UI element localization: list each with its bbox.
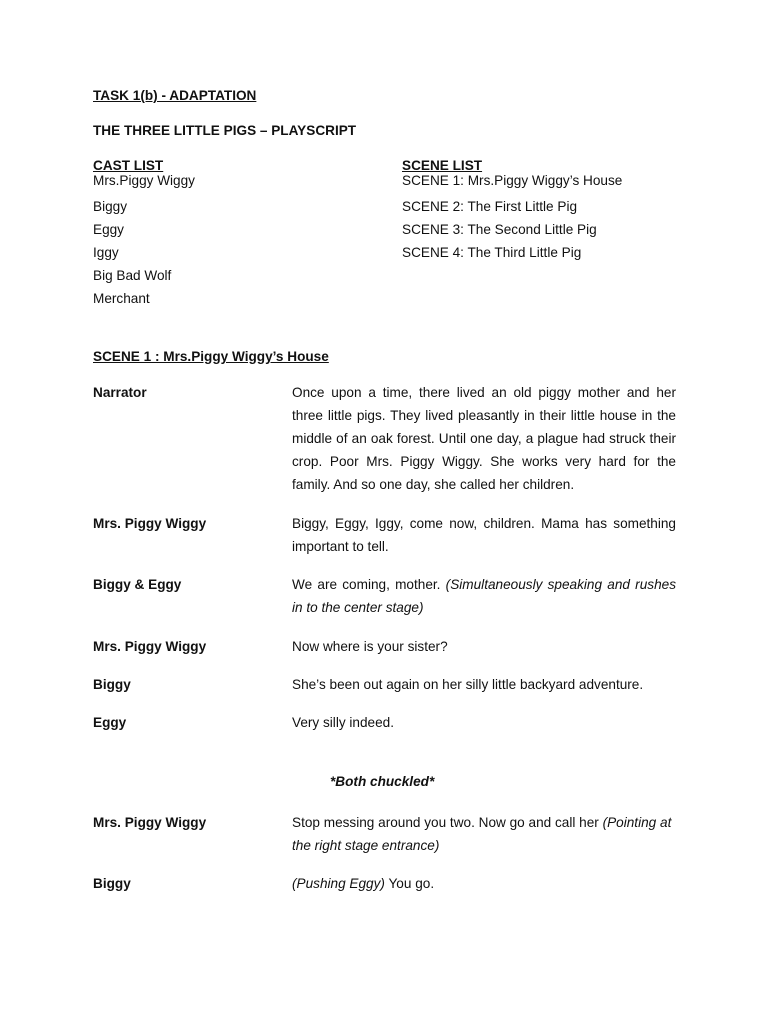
- speaker-name: Narrator: [93, 385, 147, 400]
- dialogue-line: [292, 573, 676, 619]
- scene-list-item: SCENE 3: The Second Little Pig: [402, 222, 597, 237]
- dialogue-text: Very silly indeed.: [292, 715, 395, 730]
- speaker-name: Biggy & Eggy: [93, 577, 182, 592]
- dialogue-line: [292, 872, 676, 895]
- scene-list-item: SCENE 4: The Third Little Pig: [402, 245, 582, 260]
- stage-direction-inline: (Pushing Eggy): [292, 876, 385, 891]
- dialogue-line: [292, 811, 676, 857]
- speaker-name: Biggy: [93, 876, 131, 891]
- cast-list-item: Iggy: [93, 245, 119, 260]
- cast-list: [93, 158, 195, 310]
- cast-list-item: Mrs.Piggy Wiggy: [93, 173, 195, 188]
- dialogue-line: [292, 635, 676, 658]
- dialogue-text: She’s been out again on her silly little backyard adventure.: [292, 677, 644, 692]
- scene-list-heading: SCENE LIST: [402, 158, 483, 173]
- speaker-name: Mrs. Piggy Wiggy: [93, 639, 207, 654]
- scene-list: [402, 158, 622, 264]
- speaker-name: Mrs. Piggy Wiggy: [93, 516, 207, 531]
- document-title: THE THREE LITTLE PIGS – PLAYSCRIPT: [93, 123, 357, 138]
- scene-list-item: SCENE 2: The First Little Pig: [402, 199, 578, 214]
- scene-list-item: SCENE 1: Mrs.Piggy Wiggy’s House: [402, 173, 623, 188]
- cast-list-item: Merchant: [93, 291, 150, 306]
- dialogue-line: [292, 673, 676, 696]
- dialogue-text: Biggy, Eggy, Iggy, come now, children. Mama has something important to tell.: [292, 516, 676, 554]
- cast-list-item: Biggy: [93, 199, 128, 214]
- dialogue-text: Now where is your sister?: [292, 639, 448, 654]
- scene-1-heading: SCENE 1 : Mrs.Piggy Wiggy’s House: [93, 349, 329, 364]
- dialogue-line: [292, 512, 676, 558]
- dialogue-text: We are coming, mother.: [292, 577, 446, 592]
- dialogue-line: [292, 711, 676, 734]
- stage-direction-inline: (Pointing at the right stage entrance): [292, 815, 672, 853]
- speaker-name: Eggy: [93, 715, 127, 730]
- cast-list-item: Big Bad Wolf: [93, 268, 172, 283]
- cast-list-heading: CAST LIST: [93, 158, 164, 173]
- speaker-name: Mrs. Piggy Wiggy: [93, 815, 207, 830]
- speaker-name: Biggy: [93, 677, 131, 692]
- task-heading: TASK 1(b) - ADAPTATION: [93, 88, 257, 103]
- dialogue-text: Once upon a time, there lived an old piggy mother and her three little pigs. They lived pleasantly in their little house in the middle of an oak forest. Until one day, a plague had struck their crop. Poor Mrs. Piggy Wiggy. She works very hard for the family. And so one day, she called her children.: [292, 385, 676, 492]
- stage-direction: *Both chuckled*: [330, 774, 435, 789]
- dialogue-text: You go.: [384, 876, 435, 891]
- cast-list-item: Eggy: [93, 222, 124, 237]
- dialogue-line: [292, 381, 676, 496]
- dialogue-text: Stop messing around you two. Now go and call her: [292, 815, 603, 830]
- stage-direction-inline: (Simultaneously speaking and rushes in to the center stage): [292, 577, 676, 615]
